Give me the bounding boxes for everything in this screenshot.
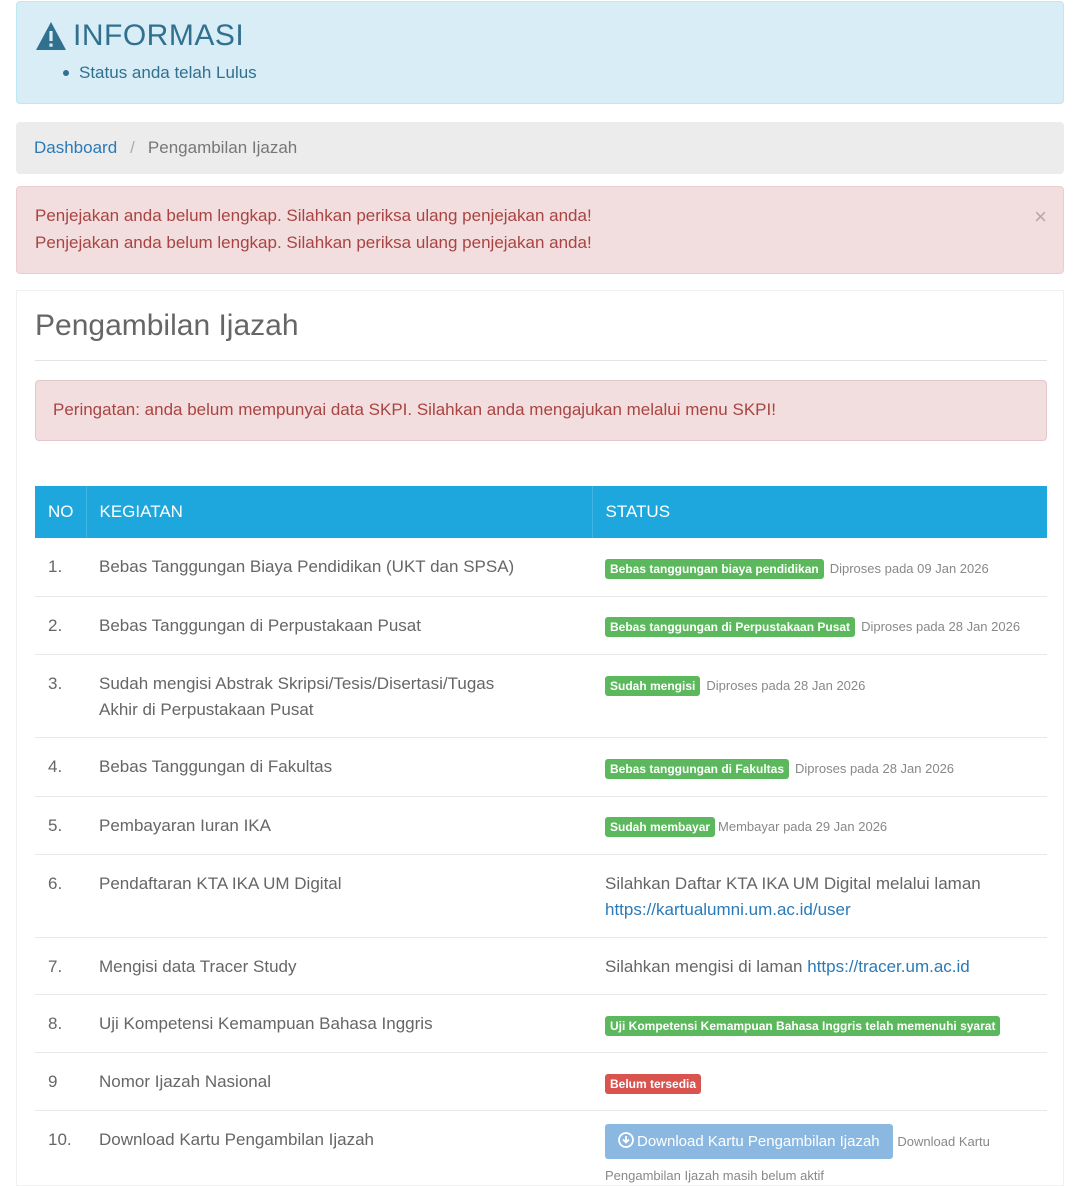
status-badge: Sudah membayar [605, 817, 715, 837]
table-row [35, 538, 1047, 596]
status-note: Diproses pada 28 Jan 2026 [795, 760, 955, 776]
ijazah-table [35, 486, 1047, 1186]
info-list-item [63, 63, 257, 83]
row-kegiatan: Uji Kompetensi Kemampuan Bahasa Inggris [86, 995, 592, 1053]
table-row [35, 855, 1047, 938]
status-badge: Sudah mengisi [605, 676, 700, 696]
tracer-study-link[interactable]: https://tracer.um.ac.id [807, 957, 970, 977]
row-status [592, 538, 1047, 596]
row-kegiatan: Bebas Tanggungan di Perpustakaan Pusat [86, 596, 592, 655]
status-text: Silahkan Daftar KTA IKA UM Digital melalui laman [605, 874, 981, 894]
row-status [592, 1053, 1047, 1111]
status-note: Diproses pada 28 Jan 2026 [861, 619, 1021, 635]
row-no: 5. [35, 796, 86, 855]
penjejakan-alert [16, 186, 1064, 274]
row-kegiatan: Mengisi data Tracer Study [86, 938, 592, 995]
status-note: Diproses pada 09 Jan 2026 [829, 560, 989, 576]
status-note: Diproses pada 28 Jan 2026 [706, 677, 866, 693]
table-row [35, 796, 1047, 855]
row-no: 10. [48, 1130, 72, 1150]
status-badge: Bebas tanggungan di Perpustakaan Pusat [605, 617, 855, 637]
close-icon[interactable]: × [1034, 204, 1047, 229]
status-text: Silahkan mengisi di laman [605, 957, 803, 977]
row-status [592, 796, 1047, 855]
row-status [592, 938, 1047, 995]
row-kegiatan: Sudah mengisi Abstrak Skripsi/Tesis/Disertasi/Tugas Akhir di Perpustakaan Pusat [86, 655, 592, 738]
header-status: STATUS [592, 486, 1047, 538]
skpi-warning: Peringatan: anda belum mempunyai data SKPI. Silahkan anda mengajukan melalui menu SKPI! [35, 380, 1047, 441]
download-button-label: Download Kartu Pengambilan Ijazah [637, 1133, 880, 1151]
row-status [592, 1111, 1047, 1186]
row-no: 4. [35, 738, 86, 797]
breadcrumb-dashboard-link[interactable]: Dashboard [34, 138, 118, 157]
table-row [35, 596, 1047, 655]
row-kegiatan: Pembayaran Iuran IKA [86, 796, 592, 855]
row-kegiatan: Bebas Tanggungan di Fakultas [86, 738, 592, 797]
table-row [35, 1053, 1047, 1111]
alert-message-2: Penjejakan anda belum lengkap. Silahkan periksa ulang penjejakan anda! [35, 233, 592, 252]
row-no: 3. [35, 655, 86, 738]
status-badge: Bebas tanggungan biaya pendidikan [605, 559, 824, 579]
breadcrumb-separator: / [130, 138, 135, 157]
download-circle-icon [618, 1132, 634, 1148]
page-title: Pengambilan Ijazah [35, 309, 299, 342]
info-title-text: INFORMASI [73, 19, 245, 52]
table-row [35, 1111, 1047, 1186]
row-status [592, 596, 1047, 655]
status-badge: Uji Kompetensi Kemampuan Bahasa Inggris telah memenuhi syarat [605, 1016, 1000, 1036]
row-no: 6. [35, 855, 86, 938]
row-kegiatan: Pendaftaran KTA IKA UM Digital [86, 855, 592, 938]
download-note: Download Kartu Pengambilan Ijazah masih belum aktif [605, 1134, 990, 1184]
alert-message-1: Penjejakan anda belum lengkap. Silahkan periksa ulang penjejakan anda! [35, 206, 592, 225]
row-status [592, 655, 1047, 738]
row-no: 9 [35, 1053, 86, 1111]
info-box [16, 1, 1064, 104]
status-badge: Bebas tanggungan di Fakultas [605, 759, 789, 779]
download-kartu-button[interactable] [605, 1124, 893, 1159]
info-item-text: Status anda telah Lulus [79, 63, 257, 82]
row-status [592, 995, 1047, 1053]
row-kegiatan: Bebas Tanggungan Biaya Pendidikan (UKT dan SPSA) [86, 538, 592, 596]
status-badge: Belum tersedia [605, 1074, 701, 1094]
row-no: 8. [35, 995, 86, 1053]
bullet-icon [63, 70, 69, 76]
status-note: Membayar pada 29 Jan 2026 [718, 819, 888, 835]
row-no: 7. [35, 938, 86, 995]
header-kegiatan: KEGIATAN [86, 486, 592, 538]
row-kegiatan: Download Kartu Pengambilan Ijazah [99, 1130, 375, 1150]
breadcrumb [16, 122, 1064, 174]
row-no: 2. [35, 596, 86, 655]
table-header-row [35, 486, 1047, 538]
row-status [592, 738, 1047, 797]
kartu-alumni-link[interactable]: https://kartualumni.um.ac.id/user [605, 900, 851, 920]
main-panel [16, 290, 1064, 1186]
breadcrumb-current: Pengambilan Ijazah [147, 138, 298, 157]
info-title [35, 19, 244, 53]
title-divider [35, 360, 1047, 361]
row-kegiatan: Nomor Ijazah Nasional [86, 1053, 592, 1111]
warning-triangle-icon [35, 21, 67, 51]
table-row [35, 938, 1047, 995]
table-row [35, 738, 1047, 797]
table-row [35, 995, 1047, 1053]
table-row [35, 655, 1047, 738]
row-no: 1. [35, 538, 86, 596]
row-status [592, 855, 1047, 938]
header-no: NO [35, 486, 86, 538]
